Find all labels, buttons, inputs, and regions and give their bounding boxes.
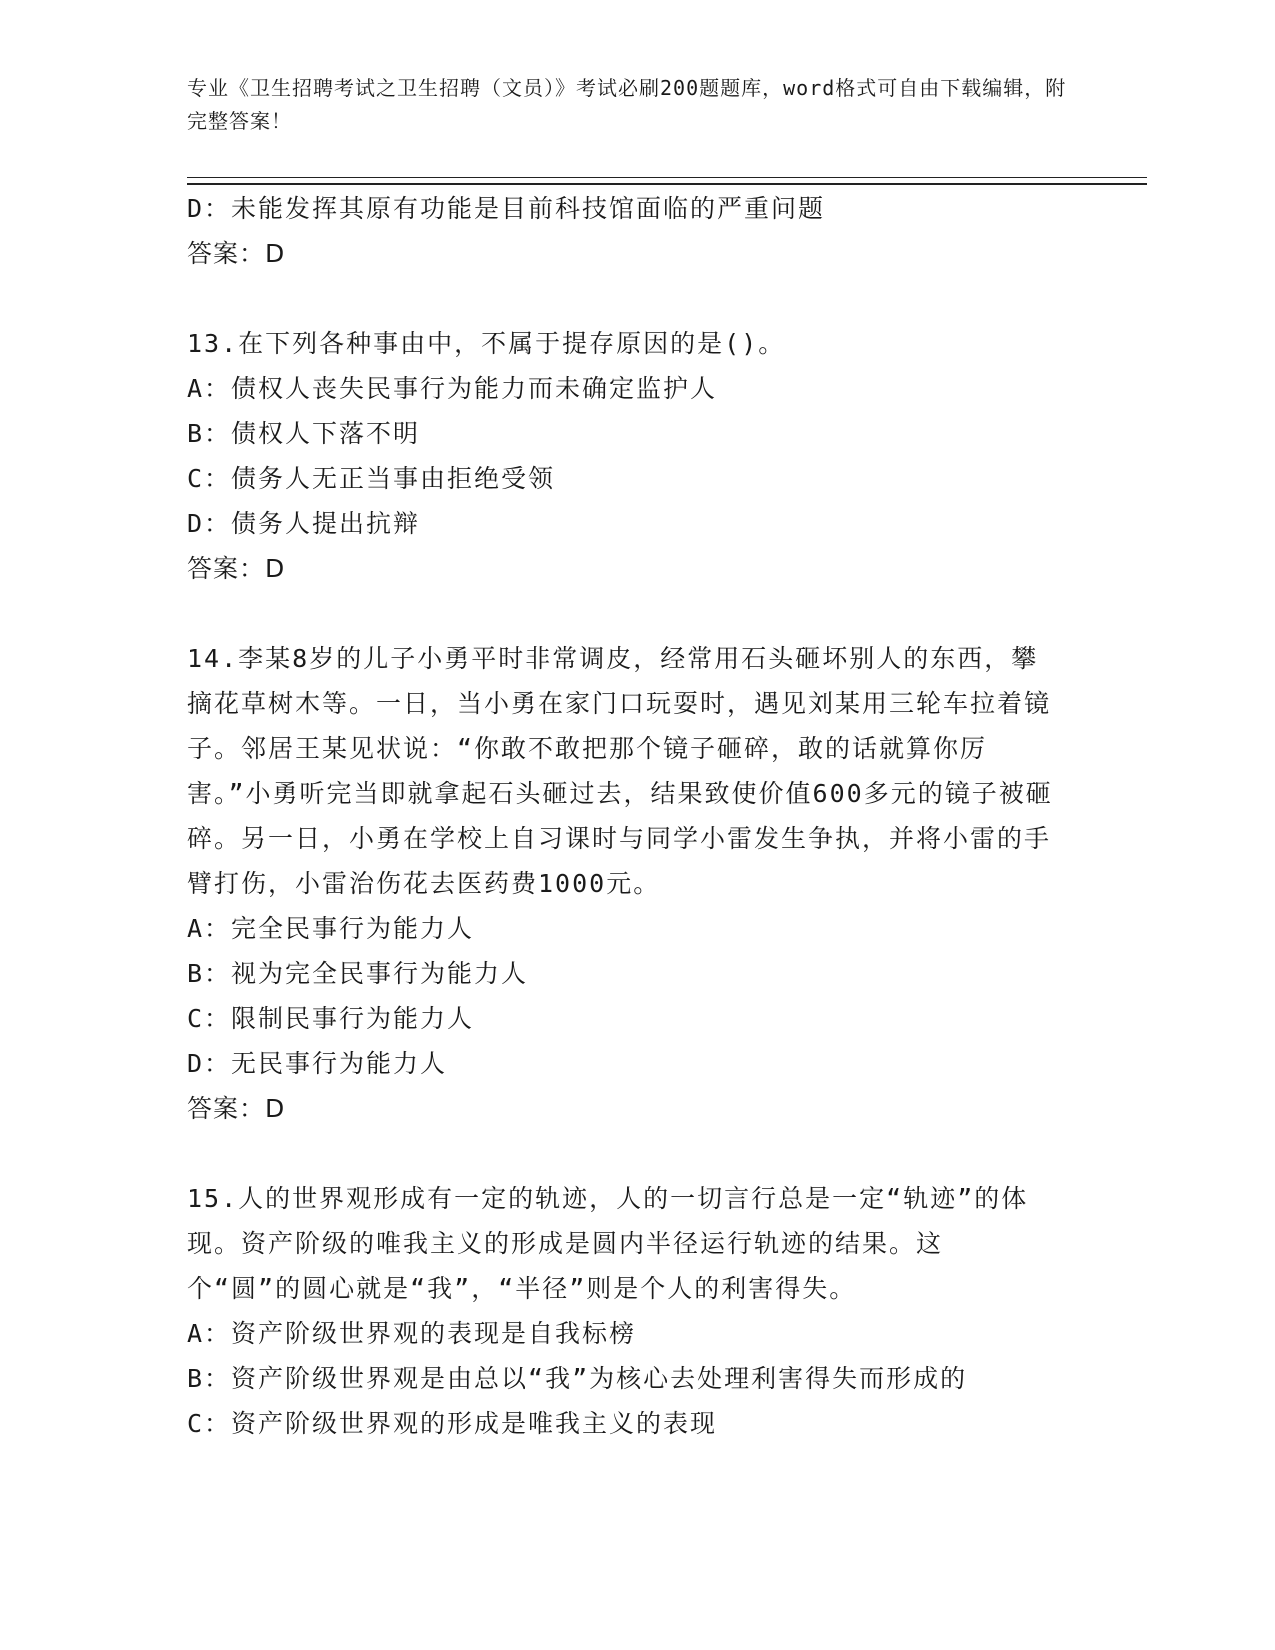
answer-line: 答案：D	[187, 1094, 286, 1123]
question-12-tail	[187, 186, 1057, 276]
spacer	[187, 276, 1057, 321]
option-d: D：无民事行为能力人	[187, 1049, 448, 1078]
question-stem: 15.人的世界观形成有一定的轨迹，人的一切言行总是一定“轨迹”的体现。资产阶级的唯我主义的形成是圆内半径运行轨迹的结果。这个“圆”的圆心就是“我”，“半径”则是个人的利害得失。	[187, 1184, 1029, 1303]
answer-line: 答案：D	[187, 239, 286, 268]
spacer	[187, 591, 1057, 636]
spacer	[187, 1131, 1057, 1176]
question-stem: 13.在下列各种事由中，不属于提存原因的是()。	[187, 329, 786, 358]
option-c: C：限制民事行为能力人	[187, 1004, 475, 1033]
header-divider-thick	[187, 183, 1147, 185]
question-14	[187, 636, 1057, 1131]
option-c: C：资产阶级世界观的形成是唯我主义的表现	[187, 1409, 718, 1438]
question-15	[187, 1176, 1057, 1446]
document-header	[187, 72, 1087, 138]
option-d: D：债务人提出抗辩	[187, 509, 421, 538]
question-stem: 14.李某8岁的儿子小勇平时非常调皮，经常用石头砸坏别人的东西，攀摘花草树木等。一日，当小勇在家门口玩耍时，遇见刘某用三轮车拉着镜子。邻居王某见状说：“你敢不敢把那个镜子砸碎，敢的话就算你厉害。”小勇听完当即就拿起石头砸过去，结果致使价值600多元的镜子被砸碎。另一日，小勇在学校上自习课时与同学小雷发生争执，并将小雷的手臂打伤，小雷治伤花去医药费1000元。	[187, 644, 1053, 898]
question-13	[187, 321, 1057, 591]
header-divider-thin	[187, 177, 1147, 178]
answer-line: 答案：D	[187, 554, 286, 583]
option-b: B：资产阶级世界观是由总以“我”为核心去处理利害得失而形成的	[187, 1364, 968, 1393]
header-text: 专业《卫生招聘考试之卫生招聘（文员）》考试必刷200题题库，word格式可自由下载编辑，附完整答案！	[187, 76, 1067, 133]
option-d: D：未能发挥其原有功能是目前科技馆面临的严重问题	[187, 194, 826, 223]
option-c: C：债务人无正当事由拒绝受领	[187, 464, 556, 493]
option-a: A：完全民事行为能力人	[187, 914, 475, 943]
option-b: B：债权人下落不明	[187, 419, 421, 448]
question-list	[187, 186, 1057, 1446]
option-a: A：债权人丧失民事行为能力而未确定监护人	[187, 374, 718, 403]
option-b: B：视为完全民事行为能力人	[187, 959, 529, 988]
option-a: A：资产阶级世界观的表现是自我标榜	[187, 1319, 637, 1348]
